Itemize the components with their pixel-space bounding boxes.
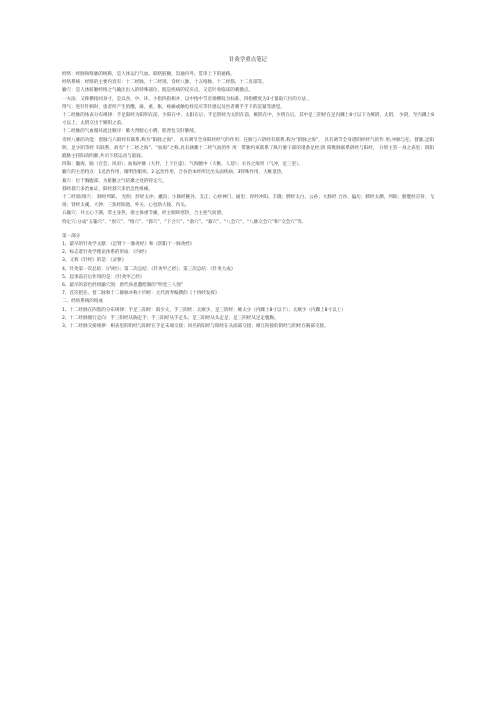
paragraph: 经络：经脉和络脉的统称，是人体运行气血、联络脏腑、沟通内外、贯串上下的通路。: [62, 72, 235, 77]
list-item: 3、又称《针经》的是：《灵枢》: [62, 258, 127, 264]
paragraph: 腧穴：是人体脏腑经络之气输注出入的特殊部位，既是疾病的反应点，又是针灸临床的刺激点。: [62, 88, 253, 94]
paragraph: 一夫法：又称横指同身寸，是以食、中、环、小指四指相并，以中指中节近端横纹为标准，四指横度为3寸量取穴位的方法 。: [62, 96, 312, 102]
list-item: 2、标志着针灸学理论体系的形成：《内经》: [62, 250, 150, 256]
document-page: [62, 56, 434, 331]
definitions-section: [62, 71, 434, 227]
list-item: 1、最早的针灸学文献：《足臂十一脉灸经》和《阴阳十一脉灸经》: [62, 242, 195, 248]
paragraph: 募穴：位于胸腹部，为脏腑之气结聚之处的特定穴。: [62, 178, 167, 184]
paragraph: 经络系统：经络的主要内容有：十二经脉、十二经别、奇经八脉、十五络脉、十二经筋、十二皮部等。: [62, 80, 267, 86]
list-item: 4、针灸第一次总结：《内经》；第二次总结：《针灸甲乙经》；第三次总结：《针灸大成》: [62, 266, 236, 272]
paragraph: 郄经郄穴多治血证，阳经郄穴多治急性疼痛。: [62, 186, 153, 192]
list-item: 1、十二经脉在四肢的分布规律：手足三阳经：阳少太，手三阴经：太厥少，足三阴经：厥太少（内踝上8寸以下）；太厥少（内踝上8寸以上）: [62, 307, 346, 313]
list-item: 3、十二经脉交接规律：相表里的阴经与阳经在手足末端交接；同名的阳经与阳经在头面部交接；相互衔接的阴经与阴经在胸部交接。: [62, 324, 329, 330]
paragraph: 特定穴:分成“五输穴”、“原穴”、“络穴”、“郄穴”、“下合穴”、“俞穴”、“募穴”、“八会穴”、“八脉交会穴”和“交会穴”等。: [62, 219, 307, 225]
section2-list: [62, 307, 434, 332]
paragraph: 四海：髓海，脑（百会，风府）；血海冲脉（大杼，上下巨虚）；气海膻中（大椎，人迎）；水谷之海胃（气冲，足三里）。: [62, 162, 303, 168]
section2-heading: 二、经络系统的组成: [62, 299, 103, 305]
section1-heading: 第一部分: [62, 233, 81, 239]
list-item: 6、最早的彩色经络腧穴图：唐代孙思邈绘制的“明堂三人图”: [62, 283, 184, 289]
paragraph: 奇经八脉的功能：督脉与六阳经有联系,称为“阳脉之海”， 具有调节全身阳经经气的作用；任脉与六阴经有联系,称为“阴脉之海”， 具有调节全身诸阴经经气的作 用;冲脉与任、督脉,足阳明、足少阴等经 有联系，故有“十二经之海”、“血海”之称,具有涵蓄十二经气血的作 用：带脉约束联系了纵行躯干部的诸条足经;阴 阳维脉联系阴经与阳经， 分别主管一身之表里；阴阳跷脉主持阳动阴静,共司下肢运动与寤寐。: [62, 137, 434, 160]
paragraph: 十二经脉的气血循环流注顺序：肺大肾膀心小脾，胆肾包交肝肺续。: [62, 129, 199, 135]
paragraph: 十二经脉的体表分布规律：手足阳经为阳明在前，少阳在中，太阳在后；手足阴经为太阴在前，厥阴在中，少阴在后。其中足三阴经在足内踝上8寸以下为厥阴，太阴， 少阴，至内踝上8寸以上，太阴交出于厥阴之前。: [62, 113, 434, 127]
paragraph: 腧穴的主治特点：1近治作用，晴明治眼疾；2.远治作用，合谷治本经所过出头面疾病；3特殊作用，大椎退热。: [62, 170, 286, 176]
paragraph: 十二经原(络穴： 肺经列缺、 光明；肝经太冲、蠡沟；小肠经腕谷、支正；心经神门、通里；胃经冲阳、丰隆；脾经太白、公孙；大肠经 合谷、偏历；肺经太渊、列缺；膀胱经京骨、飞扬；肾经太溪、大钟；三焦经阳池、外关；心包络大陵、内关。: [62, 195, 434, 209]
paragraph: 五输穴：井主心下满，荥主身热，俞主体重节痛，经主喘咳寒热，合主逆气而泄。: [62, 211, 226, 217]
section1-list: [62, 241, 434, 298]
list-item: 2、十二经脉循行走向：手三阴经从胸走手；手三阳经从手走头；足三阳经从头走足；足三阴经从足走腹胸。: [62, 315, 279, 321]
list-item: 7、首次把任、督二脉和十二静脉并称十四经：元代滑寿编撰的《十四经发挥》: [62, 291, 220, 297]
list-item: 5、起承前启后作用的是：《针灸甲乙经》: [62, 274, 145, 280]
paragraph: 得气：进针针刺时，患者所产生的酸、麻、重、胀、疼痛或触电样反应等针感以及医者刺手手下的沉紧等感觉。: [62, 104, 285, 110]
document-title: 针灸学重点笔记: [229, 57, 267, 63]
